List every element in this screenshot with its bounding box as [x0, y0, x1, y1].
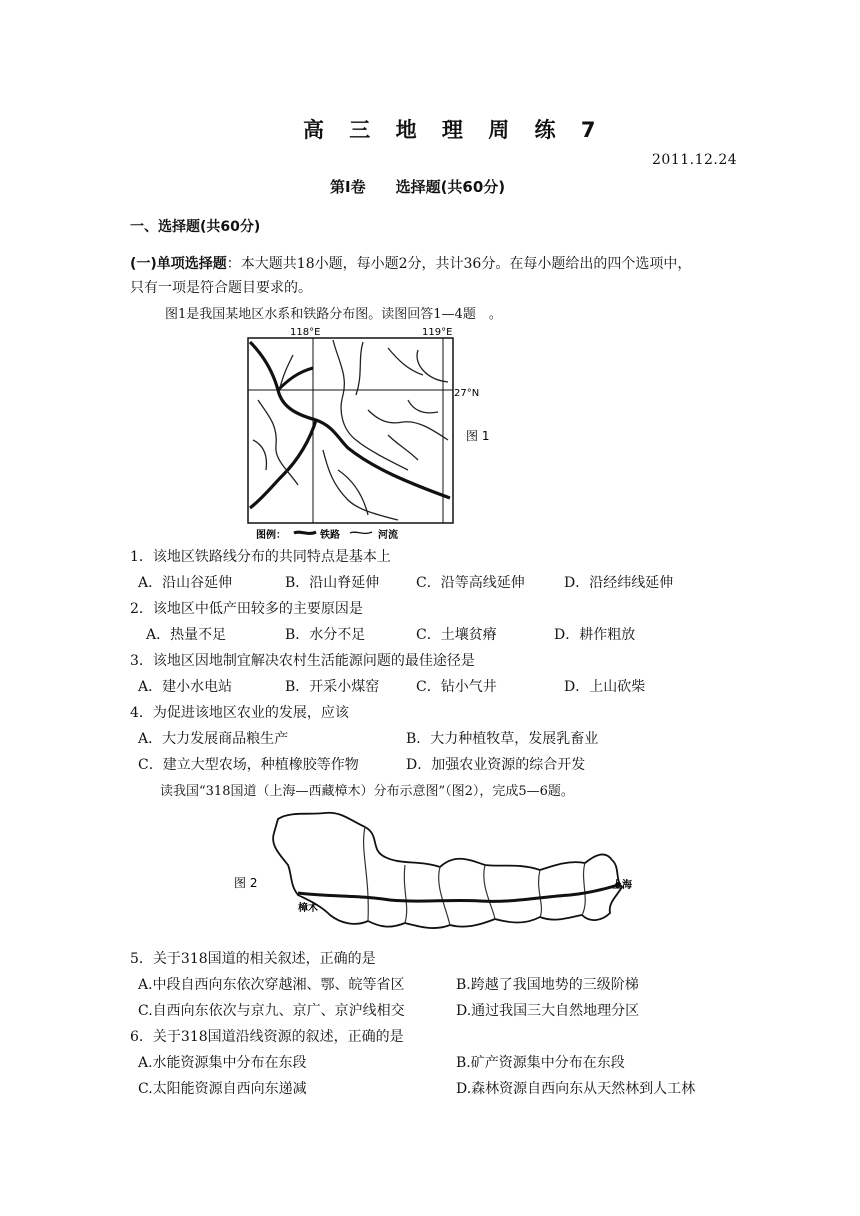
question-stem: 1．该地区铁路线分布的共同特点是基本上	[130, 549, 391, 565]
question-stem: 2．该地区中低产田较多的主要原因是	[130, 601, 363, 617]
option-a: A．大力发展商品粮生产	[138, 731, 289, 747]
route-318	[298, 885, 618, 901]
option-d: D．上山砍柴	[564, 679, 646, 695]
river-network	[253, 340, 448, 520]
option-a: A．热量不足	[146, 627, 227, 643]
date-stamp: 2011.12.24	[652, 152, 738, 168]
lat-label-27: 27°N	[454, 388, 480, 399]
option-a: A.水能资源集中分布在东段	[138, 1055, 307, 1071]
legend-rail-symbol	[294, 532, 316, 533]
option-c: C．土壤贫瘠	[416, 627, 497, 643]
region-outline	[273, 813, 622, 928]
option-c: C．沿等高线延伸	[416, 575, 525, 591]
option-b: B.跨越了我国地势的三级阶梯	[456, 977, 639, 993]
question-stem: 3．该地区因地制宜解决农村生活能源问题的最佳途径是	[130, 653, 475, 669]
label-shanghai: 上海	[612, 880, 632, 891]
page-title: 高 三 地 理 周 练 7	[303, 118, 605, 142]
figure2-map	[230, 805, 650, 940]
option-b: B．大力种植牧草，发展乳畜业	[406, 731, 599, 747]
instruction-line-2: 只有一项是符合题目要求的。	[130, 280, 312, 296]
lon-label-118: 118°E	[290, 327, 321, 338]
figure1-label: 图 1	[466, 429, 490, 443]
figure1-intro: 图1是我国某地区水系和铁路分布图。读图回答1—4题 。	[165, 307, 502, 322]
option-b: B.矿产资源集中分布在东段	[456, 1055, 625, 1071]
option-b: B．开采小煤窑	[285, 679, 380, 695]
option-a: A．沿山谷延伸	[138, 575, 233, 591]
province-boundaries	[364, 827, 586, 925]
figure1-map	[238, 320, 518, 542]
option-c: C．钻小气井	[416, 679, 497, 695]
label-zhangmu: 樟木	[298, 903, 318, 914]
question-stem: 4．为促进该地区农业的发展，应该	[130, 705, 349, 721]
lon-label-119: 119°E	[422, 327, 453, 338]
instruction-text: ：本大题共18小题，每小题2分，共计36分。在每小题给出的四个选项中，	[226, 256, 692, 272]
option-c: C．建立大型农场，种植橡胶等作物	[138, 757, 359, 773]
section-title: 第Ⅰ卷 选择题(共60分)	[330, 178, 506, 196]
option-c: C.自西向东依次与京九、京广、京沪线相交	[138, 1003, 405, 1019]
legend-river-symbol	[350, 532, 372, 533]
option-d: D．耕作粗放	[554, 627, 636, 643]
legend-prefix: 图例：	[256, 530, 286, 541]
figure2-intro: 读我国“318国道（上海—西藏樟木）分布示意图”（图2），完成5—6题。	[160, 784, 574, 799]
question-stem: 6．关于318国道沿线资源的叙述，正确的是	[130, 1029, 404, 1045]
option-a: A.中段自西向东依次穿越湘、鄂、皖等省区	[138, 977, 405, 993]
option-d: D．加强农业资源的综合开发	[406, 757, 586, 773]
legend-rail-label: 铁路	[320, 530, 340, 541]
instruction-line-1	[130, 253, 691, 273]
part-heading: 一、选择题(共60分)	[130, 219, 261, 235]
option-b: B．水分不足	[285, 627, 366, 643]
railway-south	[250, 420, 316, 508]
option-d: D．沿经纬线延伸	[564, 575, 674, 591]
option-b: B．沿山脊延伸	[285, 575, 380, 591]
legend-river-label: 河流	[378, 530, 398, 541]
figure2-label: 图 2	[234, 876, 258, 890]
map-frame	[248, 338, 453, 523]
option-a: A．建小水电站	[138, 679, 233, 695]
option-d: D.森林资源自西向东从天然林到人工林	[456, 1081, 696, 1097]
instruction-label: (一)单项选择题	[130, 256, 227, 272]
option-d: D.通过我国三大自然地理分区	[456, 1003, 640, 1019]
option-c: C.太阳能资源自西向东递减	[138, 1081, 307, 1097]
question-stem: 5．关于318国道的相关叙述，正确的是	[130, 951, 376, 967]
